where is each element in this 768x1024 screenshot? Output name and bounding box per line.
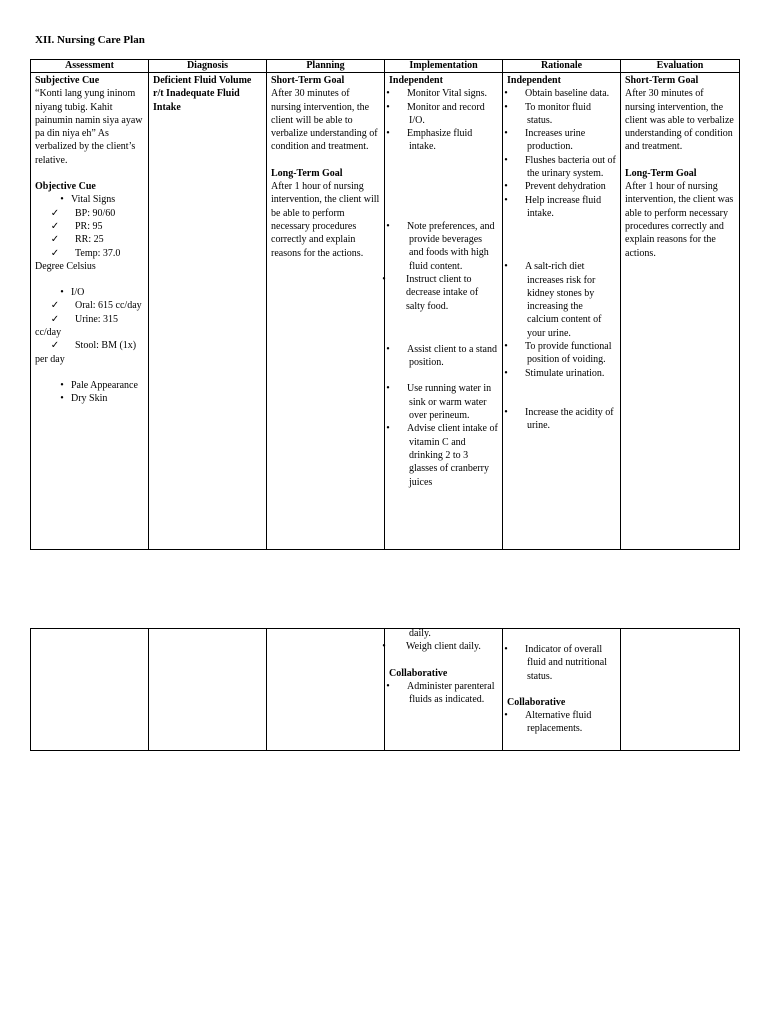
bullet-icon: •: [504, 101, 508, 113]
bullet-icon: •: [60, 194, 64, 206]
header-implementation: Implementation: [385, 60, 503, 73]
list-item: [386, 422, 498, 488]
objective-cue-heading: Objective Cue: [35, 181, 96, 193]
list-item-text: Stimulate urination.: [525, 367, 605, 379]
evaluation-short-text: After 30 minutes of nursing intervention, the client was able to verbalize understanding of condition and treatment.: [625, 88, 734, 153]
checkmark-icon: ✓: [50, 207, 60, 219]
evaluation-long-heading: Long-Term Goal: [625, 167, 697, 179]
rationale-independent-heading: Independent: [507, 75, 561, 86]
page-title: XII. Nursing Care Plan: [35, 34, 145, 46]
evaluation-cell: [621, 73, 740, 550]
implementation-cell-continued: [382, 628, 503, 751]
bullet-icon: •: [386, 220, 390, 232]
list-item-text: Emphasize fluid intake.: [407, 128, 473, 153]
checkmark-icon: ✓: [50, 340, 60, 352]
list-item-text: A salt-rich diet increases risk for kidney stones by increasing the calcium content of your urine.: [525, 261, 602, 339]
vital-sign-value: Temp: 37.0 Degree Celsius: [35, 247, 121, 272]
list-item: [386, 220, 498, 273]
list-item: [386, 101, 498, 128]
vital-sign-value: PR: 95: [75, 220, 103, 232]
bullet-icon: •: [504, 367, 508, 379]
bullet-icon: •: [382, 641, 386, 653]
care-plan-table: [30, 59, 740, 550]
list-item: [504, 180, 616, 193]
implementation-collaborative-heading: Collaborative: [389, 667, 448, 679]
list-item-text: Monitor and record I/O.: [407, 101, 485, 126]
list-item-text: To monitor fluid status.: [525, 101, 591, 126]
io-item: [35, 286, 144, 299]
skin-item: [35, 392, 144, 405]
checkmark-icon: ✓: [50, 300, 60, 312]
list-item-text: Flushes bacteria out of the urinary system.: [525, 154, 616, 180]
io-oral: [35, 299, 144, 312]
list-item-text: Monitor Vital signs.: [407, 88, 488, 100]
vital-sign-pr: [35, 220, 144, 233]
rationale-cell: [503, 73, 621, 550]
header-assessment: Assessment: [31, 60, 149, 73]
list-item: [504, 87, 616, 100]
bullet-icon: •: [386, 423, 390, 435]
checkmark-icon: ✓: [50, 247, 60, 259]
list-item: [504, 406, 616, 433]
list-item: [504, 709, 616, 736]
list-item-text: Advise client intake of vitamin C and drinking 2 to 3 glasses of cranberry juices: [407, 423, 498, 488]
list-item: [504, 194, 616, 221]
rationale-collaborative-heading: Collaborative: [507, 696, 566, 708]
diagnosis-cell-continued: [149, 629, 267, 751]
assessment-cell-continued: [31, 629, 149, 751]
list-item: [504, 154, 616, 181]
evaluation-long-text: After 1 hour of nursing intervention, the client was able to perform necessary procedures correctly and explain reasons for the actions.: [625, 181, 734, 259]
io-urine: [35, 313, 144, 340]
header-row: [31, 60, 740, 73]
bullet-icon: •: [386, 88, 390, 100]
evaluation-short-heading: Short-Term Goal: [625, 75, 699, 86]
list-item: [504, 127, 616, 154]
bullet-icon: •: [504, 341, 508, 353]
bullet-icon: •: [60, 393, 64, 405]
list-item: [504, 367, 616, 380]
bullet-icon: •: [386, 128, 390, 140]
evaluation-cell-continued: [621, 629, 740, 751]
list-item-text: Alternative fluid replacements.: [525, 710, 592, 735]
bullet-icon: •: [504, 710, 508, 722]
list-item-text: Instruct client to decrease intake of salty food.: [406, 273, 479, 312]
planning-short-text: After 30 minutes of nursing intervention, the client will be able to verbalize understanding of condition and treatment.: [271, 88, 378, 153]
list-item: [504, 643, 616, 683]
vital-sign-bp: [35, 207, 144, 220]
io-stool: [35, 339, 144, 366]
list-item: [386, 87, 498, 100]
list-item-text: Increase the acidity of urine.: [525, 406, 614, 432]
list-item-text: To provide functional position of voiding.: [525, 341, 612, 366]
list-item: [386, 680, 498, 707]
vital-sign-temp: [35, 247, 144, 274]
io-value: Oral: 615 cc/day: [75, 300, 142, 312]
bullet-icon: •: [504, 406, 508, 418]
list-item: [386, 382, 498, 422]
bullet-icon: •: [504, 128, 508, 140]
io-value: Urine: 315 cc/day: [35, 313, 119, 339]
list-item-text: Indicator of overall fluid and nutritional status.: [525, 644, 607, 682]
planning-cell-continued: [267, 629, 385, 751]
vital-sign-rr: [35, 233, 144, 246]
list-item: [384, 273, 498, 313]
planning-cell: [267, 73, 385, 550]
list-item: [384, 640, 498, 653]
header-evaluation: Evaluation: [621, 60, 740, 73]
diagnosis-cell: [149, 73, 267, 550]
vital-sign-value: BP: 90/60: [75, 207, 116, 219]
bullet-icon: •: [504, 261, 508, 273]
io-label: I/O: [71, 287, 85, 299]
header-rationale: Rationale: [503, 60, 621, 73]
implementation-independent-heading: Independent: [389, 75, 443, 86]
list-item-text: Note preferences, and provide beverages and foods with high fluid content.: [407, 220, 495, 272]
list-item: [504, 260, 616, 340]
assessment-cell: [31, 73, 149, 550]
bullet-icon: •: [386, 680, 390, 692]
list-item-text: Help increase fluid intake.: [525, 194, 602, 219]
planning-long-text: After 1 hour of nursing intervention, the client will be able to perform necessary procedures correctly and explain reasons for the actions.: [271, 181, 380, 259]
planning-long-heading: Long-Term Goal: [271, 167, 343, 179]
list-item: [386, 343, 498, 370]
checkmark-icon: ✓: [50, 313, 60, 325]
vital-signs-label: Vital Signs: [71, 194, 116, 206]
list-item-text: Assist client to a stand position.: [407, 343, 497, 369]
list-item-text: Obtain baseline data.: [525, 88, 610, 100]
checkmark-icon: ✓: [50, 220, 60, 232]
list-item-text: Use running water in sink or warm water over perineum.: [407, 383, 492, 422]
subjective-cue-text: “Konti lang yung ininom niyang tubig. Kahit painumin namin siya ayaw pa din niya eh” As verbalized by the client’s relative.: [35, 88, 143, 166]
bullet-icon: •: [504, 88, 508, 100]
planning-short-heading: Short-Term Goal: [271, 75, 345, 86]
rationale-cell-continued: [503, 629, 621, 751]
header-diagnosis: Diagnosis: [149, 60, 267, 73]
bullet-icon: •: [386, 383, 390, 395]
bullet-icon: •: [504, 644, 508, 655]
bullet-icon: •: [504, 181, 508, 193]
bullet-icon: •: [504, 194, 508, 206]
list-item: [386, 127, 498, 154]
list-item: [504, 340, 616, 367]
diagnosis-text: Deficient Fluid Volume r/t Inadequate Fluid Intake: [153, 75, 252, 113]
bullet-icon: •: [60, 379, 64, 391]
list-item-text: Administer parenteral fluids as indicated.: [407, 680, 495, 706]
header-planning: Planning: [267, 60, 385, 73]
appearance-text: Pale Appearance: [71, 379, 138, 391]
bullet-icon: •: [386, 343, 390, 355]
care-plan-table-continued: [30, 628, 740, 751]
skin-text: Dry Skin: [71, 393, 108, 405]
subjective-cue-heading: Subjective Cue: [35, 75, 100, 86]
list-item: [504, 101, 616, 128]
bullet-icon: •: [504, 154, 508, 166]
appearance-item: [35, 379, 144, 392]
io-value: Stool: BM (1x) per day: [35, 340, 137, 365]
vital-sign-value: RR: 25: [75, 234, 104, 246]
list-item-text: Prevent dehydration: [525, 181, 606, 193]
bullet-icon: •: [60, 287, 64, 299]
list-item-text: Weigh client daily.: [406, 641, 481, 653]
table-row: [31, 629, 740, 751]
continued-text: daily.: [409, 628, 431, 639]
vital-signs-item: [35, 193, 144, 206]
implementation-cell: [382, 73, 503, 550]
bullet-icon: •: [386, 101, 390, 113]
list-item-text: Increases urine production.: [525, 128, 586, 153]
bullet-icon: •: [382, 273, 386, 285]
table-row: [31, 73, 740, 550]
checkmark-icon: ✓: [50, 234, 60, 246]
